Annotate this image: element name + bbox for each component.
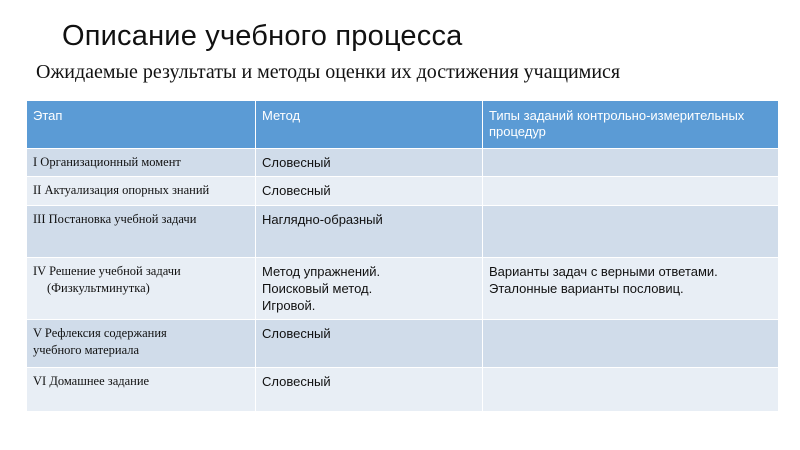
method-cell bbox=[256, 206, 483, 258]
method-text: Наглядно-образный bbox=[262, 212, 383, 227]
stage-text: IV Решение учебной задачи bbox=[33, 264, 181, 278]
method-cell bbox=[256, 149, 483, 177]
method-cell bbox=[256, 368, 483, 412]
tasks-text: Эталонные варианты пословиц. bbox=[489, 281, 684, 296]
table-row bbox=[27, 368, 779, 412]
method-cell bbox=[256, 177, 483, 206]
method-text: Игровой. bbox=[262, 298, 316, 313]
stage-text: I Организационный момент bbox=[33, 155, 181, 169]
tasks-text: Варианты задач с верными ответами. bbox=[489, 264, 718, 279]
table-row bbox=[27, 206, 779, 258]
tasks-cell bbox=[483, 206, 779, 258]
tasks-cell bbox=[483, 368, 779, 412]
slide-title: Описание учебного процесса bbox=[62, 20, 463, 52]
header-tasks: Типы заданий контрольно-измерительных процедур bbox=[483, 101, 779, 149]
stage-text: VI Домашнее задание bbox=[33, 374, 150, 388]
stage-text: II Актуализация опорных знаний bbox=[33, 183, 210, 197]
table-row bbox=[27, 177, 779, 206]
stage-cell bbox=[27, 149, 256, 177]
tasks-cell bbox=[483, 177, 779, 206]
stage-subtext: (Физкультминутка) bbox=[47, 281, 150, 295]
table-row bbox=[27, 149, 779, 177]
header-method: Метод bbox=[256, 101, 483, 149]
method-text: Словесный bbox=[262, 183, 331, 198]
stage-cell bbox=[27, 368, 256, 412]
method-text: Словесный bbox=[262, 326, 331, 341]
stage-cell bbox=[27, 258, 256, 320]
stage-text: V Рефлексия содержания bbox=[33, 326, 167, 340]
tasks-cell bbox=[483, 149, 779, 177]
tasks-cell bbox=[483, 258, 779, 320]
slide-subtitle: Ожидаемые результаты и методы оценки их достижения учащимися bbox=[36, 61, 621, 83]
process-table bbox=[26, 100, 779, 412]
method-text: Словесный bbox=[262, 374, 331, 389]
method-text: Словесный bbox=[262, 155, 331, 170]
table-row bbox=[27, 320, 779, 368]
stage-cell bbox=[27, 206, 256, 258]
method-text: Метод упражнений. bbox=[262, 264, 381, 279]
table-header-row bbox=[27, 101, 779, 149]
header-stage: Этап bbox=[27, 101, 256, 149]
stage-cell bbox=[27, 177, 256, 206]
table-row bbox=[27, 258, 779, 320]
tasks-cell bbox=[483, 320, 779, 368]
stage-text: III Постановка учебной задачи bbox=[33, 212, 197, 226]
method-cell bbox=[256, 320, 483, 368]
method-cell bbox=[256, 258, 483, 320]
stage-cell bbox=[27, 320, 256, 368]
stage-subtext: учебного материала bbox=[33, 343, 140, 357]
method-text: Поисковый метод. bbox=[262, 281, 373, 296]
